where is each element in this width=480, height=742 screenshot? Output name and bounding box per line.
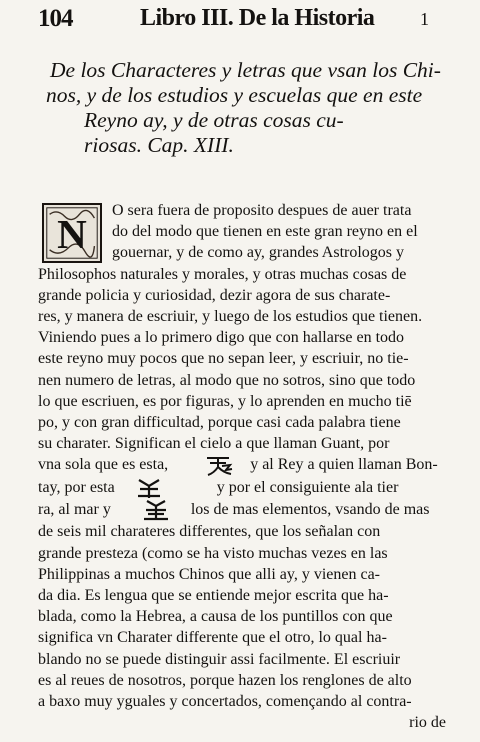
chinese-character-king-icon	[135, 477, 163, 499]
body-line	[38, 454, 456, 476]
body-line: Viniendo pues a lo primero digo que con hallarse en todo	[38, 329, 405, 347]
body-line: gouernar, y de como ay, grandes Astrologos y	[112, 244, 405, 262]
body-line: da dia. Es lengua que se entiende mejor escrita que ha-	[38, 587, 389, 605]
body-line: de seis mil charateres differentes, que los señalan con	[38, 523, 381, 541]
page-header	[38, 5, 460, 35]
body-line: significa vn Charater differente que el otro, lo qual ha-	[38, 629, 387, 647]
chapter-title-line: De los Characteres y letras que vsan los Chi-	[50, 58, 441, 82]
body-line-segment: y al Rey a quien llaman Bon-	[250, 456, 438, 474]
body-line: lo que escriuen, es por figuras, y lo aprenden en mucho tiē	[38, 392, 412, 410]
chapter-title	[46, 58, 450, 158]
body-line: su charater. Significan el cielo a que llaman Guant, por	[38, 435, 390, 453]
body-line: grande presteza (como se ha visto muchas vezes en las	[38, 544, 388, 562]
body-line-segment: vna sola que es esta,	[38, 456, 169, 474]
body-line: po, y con gran difficultad, porque casi cada palabra tiene	[38, 414, 401, 432]
catchword: rio de	[409, 714, 446, 732]
initial-n-icon	[44, 205, 100, 261]
body-line: es al reues de nosotros, porque hazen los renglones de alto	[38, 671, 412, 689]
chapter-title-line: riosas. Cap. XIII.	[84, 133, 234, 157]
page-number: 104	[38, 5, 73, 32]
body-line: O sera fuera de proposito despues de auer trata	[112, 202, 412, 219]
body-line-segment: los de mas elementos, vsando de mas	[190, 501, 430, 519]
body-line: do del modo que tienen en este gran reyno en el	[112, 223, 418, 241]
chinese-character-sky-icon	[204, 455, 234, 477]
body-line: Philosophos naturales y morales, y otras muchas cosas de	[38, 265, 407, 283]
header-mark: 1	[420, 9, 429, 29]
body-line: blando no se puede distinguir assi facilmente. El escriuir	[38, 650, 401, 668]
body-line	[38, 477, 456, 499]
chapter-title-line: nos, y de los estudios y escuelas que en este	[46, 83, 423, 107]
decorated-initial	[42, 203, 102, 263]
chinese-character-earth-icon	[141, 499, 171, 521]
body-line: a baxo muy yguales y concertados, començando al contra-	[38, 693, 412, 711]
chapter-title-line: Reyno ay, y de otras cosas cu-	[84, 108, 344, 132]
body-line: nen numero de letras, al modo que no sotros, sino que todo	[38, 371, 416, 389]
body-line	[38, 499, 456, 521]
body-line: este reyno muy pocos que no sepan leer, y escriuir, no tie-	[38, 350, 409, 368]
body-line: res, y manera de escriuir, y luego de los estudios que tienen.	[38, 308, 423, 326]
body-text	[38, 200, 456, 733]
running-title: Libro III. De la Historia	[140, 5, 375, 31]
body-line-segment: ra, al mar y	[38, 501, 111, 519]
body-line: Philippinas a muchos Chinos que alli ay, y vienen ca-	[38, 565, 381, 583]
body-line-segment: tay, por esta	[38, 478, 115, 496]
body-line: grande policia y curiosidad, dezir agora de sus charate-	[38, 286, 391, 304]
body-line: blada, como la Hebrea, a causa de los puntillos con que	[38, 608, 393, 626]
svg-text:N: N	[57, 210, 87, 257]
body-line-segment: y por el consiguiente ala tier	[216, 478, 399, 496]
